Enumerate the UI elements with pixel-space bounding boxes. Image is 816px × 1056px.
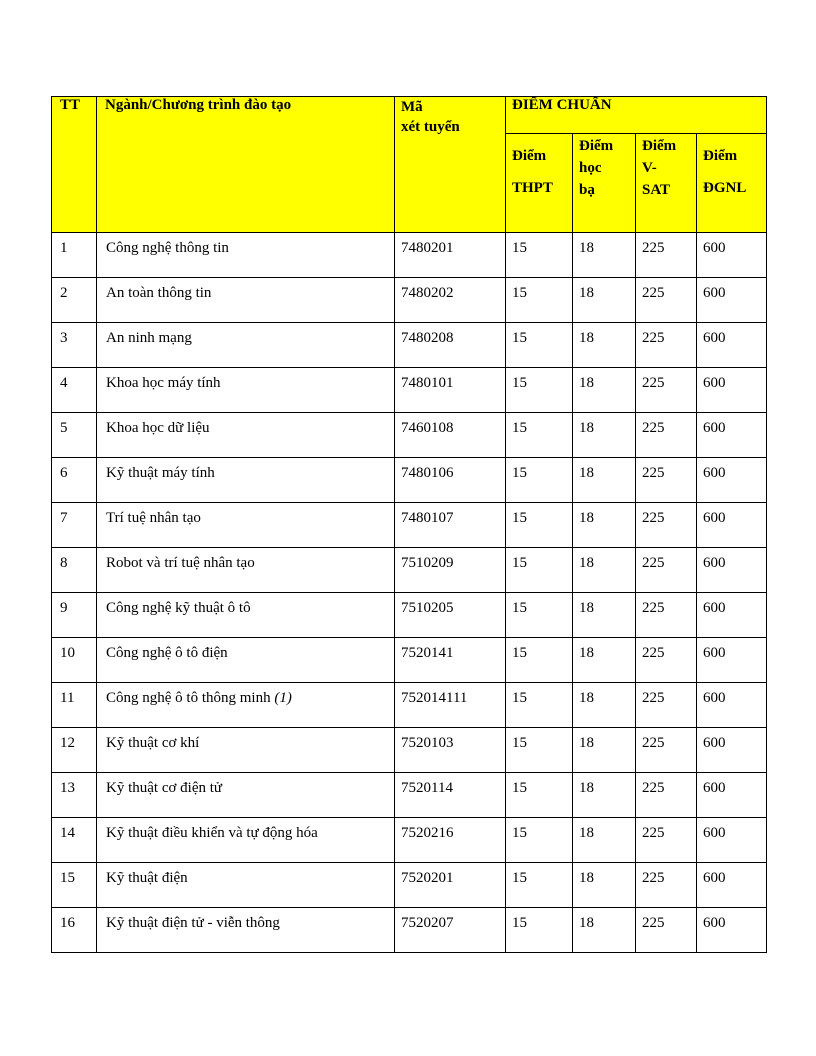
- cell-tt-value: 4: [60, 375, 68, 391]
- cell-vsat-value: 225: [642, 240, 665, 256]
- cell-tt: [52, 908, 97, 953]
- table-body: [52, 233, 767, 953]
- cell-hocba-value: 18: [579, 555, 594, 571]
- cell-tt-value: 12: [60, 735, 75, 751]
- cell-tt-value: 2: [60, 285, 68, 301]
- cell-tt-value: 11: [60, 690, 75, 706]
- header-score-group-label: ĐIỂM CHUẨN: [512, 97, 612, 113]
- table-row: [52, 413, 767, 458]
- cell-tt-value: 8: [60, 555, 68, 571]
- cell-vsat: [636, 728, 697, 773]
- cell-hocba-value: 18: [579, 690, 594, 706]
- program-name: Trí tuệ nhân tạo: [106, 510, 201, 526]
- cell-hocba: [573, 323, 636, 368]
- cell-tt: [52, 368, 97, 413]
- program-label: [97, 593, 394, 617]
- cell-vsat: [636, 593, 697, 638]
- cell-tt: [52, 323, 97, 368]
- cell-dgnl-value: 600: [703, 690, 726, 706]
- cell-vsat-value: 225: [642, 870, 665, 886]
- cell-code-value: 7520114: [401, 780, 453, 796]
- cell-hocba: [573, 818, 636, 863]
- cell-vsat-value: 225: [642, 735, 665, 751]
- cell-dgnl: [697, 368, 767, 413]
- cell-thpt: [506, 863, 573, 908]
- cell-code: [395, 548, 506, 593]
- cell-hocba: [573, 548, 636, 593]
- table-row: [52, 458, 767, 503]
- cell-dgnl-value: 600: [703, 330, 726, 346]
- cell-code-value: 7520141: [401, 645, 454, 661]
- cell-program: [97, 773, 395, 818]
- program-label: [97, 638, 394, 662]
- cell-tt-value: 5: [60, 420, 68, 436]
- cell-code-value: 7520207: [401, 915, 454, 931]
- header-tt-label: TT: [60, 97, 81, 113]
- cell-thpt-value: 15: [512, 735, 527, 751]
- program-label: [97, 278, 394, 302]
- program-name: Công nghệ kỹ thuật ô tô: [106, 600, 251, 616]
- cell-vsat: [636, 323, 697, 368]
- program-name: Khoa học dữ liệu: [106, 420, 210, 436]
- cell-code: [395, 413, 506, 458]
- cell-dgnl: [697, 323, 767, 368]
- program-label: [97, 413, 394, 437]
- cell-code: [395, 638, 506, 683]
- cell-code-value: 7480202: [401, 285, 454, 301]
- cell-code: [395, 593, 506, 638]
- cell-program: [97, 638, 395, 683]
- cell-vsat: [636, 413, 697, 458]
- cell-hocba-value: 18: [579, 510, 594, 526]
- cell-tt-value: 13: [60, 780, 75, 796]
- cell-hocba: [573, 458, 636, 503]
- table-row: [52, 863, 767, 908]
- cell-tt-value: 10: [60, 645, 75, 661]
- cell-thpt: [506, 593, 573, 638]
- cell-vsat-value: 225: [642, 420, 665, 436]
- cell-program: [97, 233, 395, 278]
- cell-code-value: 7460108: [401, 420, 454, 436]
- cell-code: [395, 278, 506, 323]
- cell-thpt: [506, 773, 573, 818]
- cell-dgnl: [697, 818, 767, 863]
- cell-dgnl: [697, 278, 767, 323]
- cell-hocba-value: 18: [579, 735, 594, 751]
- cell-dgnl-value: 600: [703, 915, 726, 931]
- cell-dgnl-value: 600: [703, 375, 726, 391]
- cell-dgnl: [697, 683, 767, 728]
- header-thpt: [506, 134, 573, 233]
- cell-vsat: [636, 863, 697, 908]
- cell-code: [395, 368, 506, 413]
- cell-dgnl-value: 600: [703, 645, 726, 661]
- cell-thpt: [506, 503, 573, 548]
- cell-code-value: 7480208: [401, 330, 454, 346]
- cell-vsat-value: 225: [642, 465, 665, 481]
- cell-thpt-value: 15: [512, 915, 527, 931]
- cell-code-value: 7510205: [401, 600, 454, 616]
- cell-tt: [52, 278, 97, 323]
- cell-thpt: [506, 458, 573, 503]
- cell-tt: [52, 863, 97, 908]
- table-row: [52, 278, 767, 323]
- cell-code-value: 7510209: [401, 555, 454, 571]
- cell-dgnl-value: 600: [703, 240, 726, 256]
- table-row: [52, 503, 767, 548]
- cell-vsat: [636, 548, 697, 593]
- admission-scores-table: [51, 96, 767, 953]
- cell-vsat: [636, 458, 697, 503]
- cell-thpt: [506, 548, 573, 593]
- cell-hocba-value: 18: [579, 420, 594, 436]
- header-vsat: [636, 134, 697, 233]
- cell-dgnl-value: 600: [703, 600, 726, 616]
- cell-hocba: [573, 773, 636, 818]
- cell-code: [395, 773, 506, 818]
- cell-code: [395, 908, 506, 953]
- cell-tt-value: 6: [60, 465, 68, 481]
- cell-dgnl-value: 600: [703, 825, 726, 841]
- header-code-line2: xét tuyển: [401, 119, 460, 135]
- header-hocba-line1: Điểm: [579, 138, 614, 154]
- cell-program: [97, 908, 395, 953]
- cell-dgnl-value: 600: [703, 735, 726, 751]
- cell-vsat: [636, 773, 697, 818]
- cell-vsat: [636, 638, 697, 683]
- cell-vsat-value: 225: [642, 375, 665, 391]
- cell-program: [97, 368, 395, 413]
- header-dgnl: [697, 134, 767, 233]
- cell-hocba-value: 18: [579, 645, 594, 661]
- header-hocba-line3: bạ: [579, 182, 595, 198]
- cell-vsat-value: 225: [642, 600, 665, 616]
- program-label: [97, 368, 394, 392]
- table-row: [52, 233, 767, 278]
- table-row: [52, 818, 767, 863]
- cell-vsat: [636, 818, 697, 863]
- cell-vsat-value: 225: [642, 645, 665, 661]
- cell-code-value: 7520216: [401, 825, 454, 841]
- cell-hocba: [573, 863, 636, 908]
- cell-code: [395, 503, 506, 548]
- cell-thpt-value: 15: [512, 285, 527, 301]
- cell-code-value: 7520103: [401, 735, 454, 751]
- table-row: [52, 728, 767, 773]
- program-label: [97, 683, 394, 707]
- cell-program: [97, 863, 395, 908]
- cell-hocba-value: 18: [579, 600, 594, 616]
- cell-dgnl-value: 600: [703, 555, 726, 571]
- cell-thpt: [506, 323, 573, 368]
- cell-hocba: [573, 638, 636, 683]
- cell-vsat-value: 225: [642, 915, 665, 931]
- cell-dgnl: [697, 413, 767, 458]
- header-tt: [52, 97, 97, 233]
- cell-dgnl-value: 600: [703, 285, 726, 301]
- cell-vsat: [636, 233, 697, 278]
- table-row: [52, 368, 767, 413]
- cell-thpt: [506, 728, 573, 773]
- header-dgnl-line2: ĐGNL: [703, 180, 747, 196]
- cell-tt: [52, 548, 97, 593]
- cell-thpt: [506, 278, 573, 323]
- cell-dgnl: [697, 773, 767, 818]
- table-row: [52, 683, 767, 728]
- cell-vsat: [636, 503, 697, 548]
- cell-code-value: 7480101: [401, 375, 454, 391]
- cell-code-value: 7480107: [401, 510, 454, 526]
- cell-dgnl: [697, 503, 767, 548]
- cell-hocba: [573, 233, 636, 278]
- cell-tt-value: 14: [60, 825, 75, 841]
- cell-dgnl: [697, 458, 767, 503]
- cell-hocba-value: 18: [579, 375, 594, 391]
- cell-dgnl-value: 600: [703, 420, 726, 436]
- cell-code: [395, 323, 506, 368]
- cell-dgnl-value: 600: [703, 780, 726, 796]
- program-name: Công nghệ ô tô thông minh: [106, 690, 275, 706]
- cell-thpt-value: 15: [512, 690, 527, 706]
- cell-hocba-value: 18: [579, 780, 594, 796]
- cell-thpt: [506, 683, 573, 728]
- program-label: [97, 908, 394, 932]
- cell-dgnl: [697, 593, 767, 638]
- cell-program: [97, 413, 395, 458]
- header-dgnl-line1: Điểm: [703, 148, 738, 164]
- program-name: Khoa học máy tính: [106, 375, 221, 391]
- cell-dgnl-value: 600: [703, 465, 726, 481]
- program-label: [97, 323, 394, 347]
- table-header: [52, 97, 767, 233]
- cell-hocba-value: 18: [579, 915, 594, 931]
- header-score-group: [506, 97, 767, 134]
- cell-tt: [52, 413, 97, 458]
- cell-thpt-value: 15: [512, 825, 527, 841]
- table-row: [52, 593, 767, 638]
- cell-vsat-value: 225: [642, 555, 665, 571]
- cell-code: [395, 683, 506, 728]
- cell-thpt-value: 15: [512, 420, 527, 436]
- cell-program: [97, 728, 395, 773]
- cell-program: [97, 458, 395, 503]
- cell-hocba-value: 18: [579, 465, 594, 481]
- header-hocba-line2: học: [579, 160, 602, 176]
- cell-tt: [52, 773, 97, 818]
- cell-tt: [52, 233, 97, 278]
- cell-thpt-value: 15: [512, 465, 527, 481]
- program-name: Kỹ thuật điều khiển và tự động hóa: [106, 825, 318, 841]
- cell-hocba-value: 18: [579, 285, 594, 301]
- cell-program: [97, 323, 395, 368]
- header-vsat-line1: Điểm: [642, 138, 677, 154]
- cell-dgnl: [697, 863, 767, 908]
- cell-tt-value: 16: [60, 915, 75, 931]
- cell-dgnl: [697, 638, 767, 683]
- cell-thpt: [506, 908, 573, 953]
- cell-thpt-value: 15: [512, 555, 527, 571]
- cell-tt: [52, 683, 97, 728]
- cell-dgnl: [697, 728, 767, 773]
- program-label: [97, 818, 394, 842]
- program-label: [97, 233, 394, 257]
- cell-tt: [52, 818, 97, 863]
- program-name: Kỹ thuật cơ điện tử: [106, 780, 223, 796]
- cell-thpt-value: 15: [512, 600, 527, 616]
- program-label: [97, 728, 394, 752]
- cell-thpt: [506, 368, 573, 413]
- cell-program: [97, 818, 395, 863]
- cell-vsat-value: 225: [642, 780, 665, 796]
- cell-thpt: [506, 413, 573, 458]
- cell-thpt: [506, 638, 573, 683]
- program-name: An ninh mạng: [106, 330, 192, 346]
- header-program-label: Ngành/Chương trình đào tạo: [105, 97, 292, 113]
- cell-tt-value: 3: [60, 330, 68, 346]
- header-hocba: [573, 134, 636, 233]
- cell-thpt: [506, 818, 573, 863]
- cell-vsat: [636, 683, 697, 728]
- cell-tt-value: 9: [60, 600, 68, 616]
- program-name: Công nghệ thông tin: [106, 240, 229, 256]
- cell-code: [395, 818, 506, 863]
- cell-thpt-value: 15: [512, 645, 527, 661]
- cell-vsat-value: 225: [642, 285, 665, 301]
- cell-code: [395, 863, 506, 908]
- cell-dgnl-value: 600: [703, 510, 726, 526]
- header-thpt-line2: THPT: [512, 180, 553, 196]
- cell-vsat-value: 225: [642, 510, 665, 526]
- program-name: Robot và trí tuệ nhân tạo: [106, 555, 255, 571]
- cell-hocba: [573, 278, 636, 323]
- cell-hocba: [573, 593, 636, 638]
- header-vsat-line2: V-: [642, 160, 657, 176]
- cell-code-value: 7480106: [401, 465, 454, 481]
- cell-vsat-value: 225: [642, 330, 665, 346]
- cell-tt: [52, 728, 97, 773]
- program-label: [97, 458, 394, 482]
- cell-program: [97, 278, 395, 323]
- header-code-line1: Mã: [401, 99, 423, 115]
- header-vsat-line3: SAT: [642, 182, 671, 198]
- program-name: Kỹ thuật điện: [106, 870, 188, 886]
- cell-hocba-value: 18: [579, 330, 594, 346]
- cell-program: [97, 593, 395, 638]
- cell-hocba-value: 18: [579, 825, 594, 841]
- cell-hocba: [573, 908, 636, 953]
- cell-hocba-value: 18: [579, 240, 594, 256]
- cell-code-value: 7520201: [401, 870, 454, 886]
- cell-vsat: [636, 278, 697, 323]
- cell-hocba: [573, 368, 636, 413]
- program-label: [97, 548, 394, 572]
- cell-thpt-value: 15: [512, 870, 527, 886]
- header-thpt-line1: Điểm: [512, 148, 547, 164]
- cell-dgnl: [697, 548, 767, 593]
- cell-vsat-value: 225: [642, 825, 665, 841]
- cell-code: [395, 728, 506, 773]
- cell-program: [97, 503, 395, 548]
- cell-hocba: [573, 728, 636, 773]
- table-row: [52, 548, 767, 593]
- cell-tt: [52, 458, 97, 503]
- cell-code-value: 752014111: [401, 690, 468, 706]
- program-name: An toàn thông tin: [106, 285, 212, 301]
- cell-tt: [52, 638, 97, 683]
- cell-thpt-value: 15: [512, 240, 527, 256]
- cell-thpt-value: 15: [512, 510, 527, 526]
- program-name: Công nghệ ô tô điện: [106, 645, 228, 661]
- table-row: [52, 908, 767, 953]
- cell-hocba-value: 18: [579, 870, 594, 886]
- cell-tt-value: 15: [60, 870, 75, 886]
- cell-hocba: [573, 683, 636, 728]
- cell-thpt: [506, 233, 573, 278]
- cell-tt: [52, 593, 97, 638]
- cell-program: [97, 548, 395, 593]
- header-program: [97, 97, 395, 233]
- header-code: [395, 97, 506, 233]
- cell-dgnl-value: 600: [703, 870, 726, 886]
- program-name: Kỹ thuật máy tính: [106, 465, 215, 481]
- cell-thpt-value: 15: [512, 375, 527, 391]
- program-label: [97, 503, 394, 527]
- program-name: Kỹ thuật cơ khí: [106, 735, 200, 751]
- program-label: [97, 773, 394, 797]
- cell-code: [395, 233, 506, 278]
- cell-vsat-value: 225: [642, 690, 665, 706]
- cell-dgnl: [697, 908, 767, 953]
- table-row: [52, 773, 767, 818]
- cell-tt-value: 1: [60, 240, 68, 256]
- table-row: [52, 323, 767, 368]
- program-name: Kỹ thuật điện tử - viễn thông: [106, 915, 280, 931]
- cell-thpt-value: 15: [512, 330, 527, 346]
- program-label: [97, 863, 394, 887]
- cell-hocba: [573, 503, 636, 548]
- cell-vsat: [636, 908, 697, 953]
- cell-code-value: 7480201: [401, 240, 454, 256]
- cell-vsat: [636, 368, 697, 413]
- cell-dgnl: [697, 233, 767, 278]
- cell-tt: [52, 503, 97, 548]
- cell-tt-value: 7: [60, 510, 68, 526]
- program-note: (1): [274, 690, 292, 706]
- cell-code: [395, 458, 506, 503]
- cell-hocba: [573, 413, 636, 458]
- table-row: [52, 638, 767, 683]
- cell-thpt-value: 15: [512, 780, 527, 796]
- cell-program: [97, 683, 395, 728]
